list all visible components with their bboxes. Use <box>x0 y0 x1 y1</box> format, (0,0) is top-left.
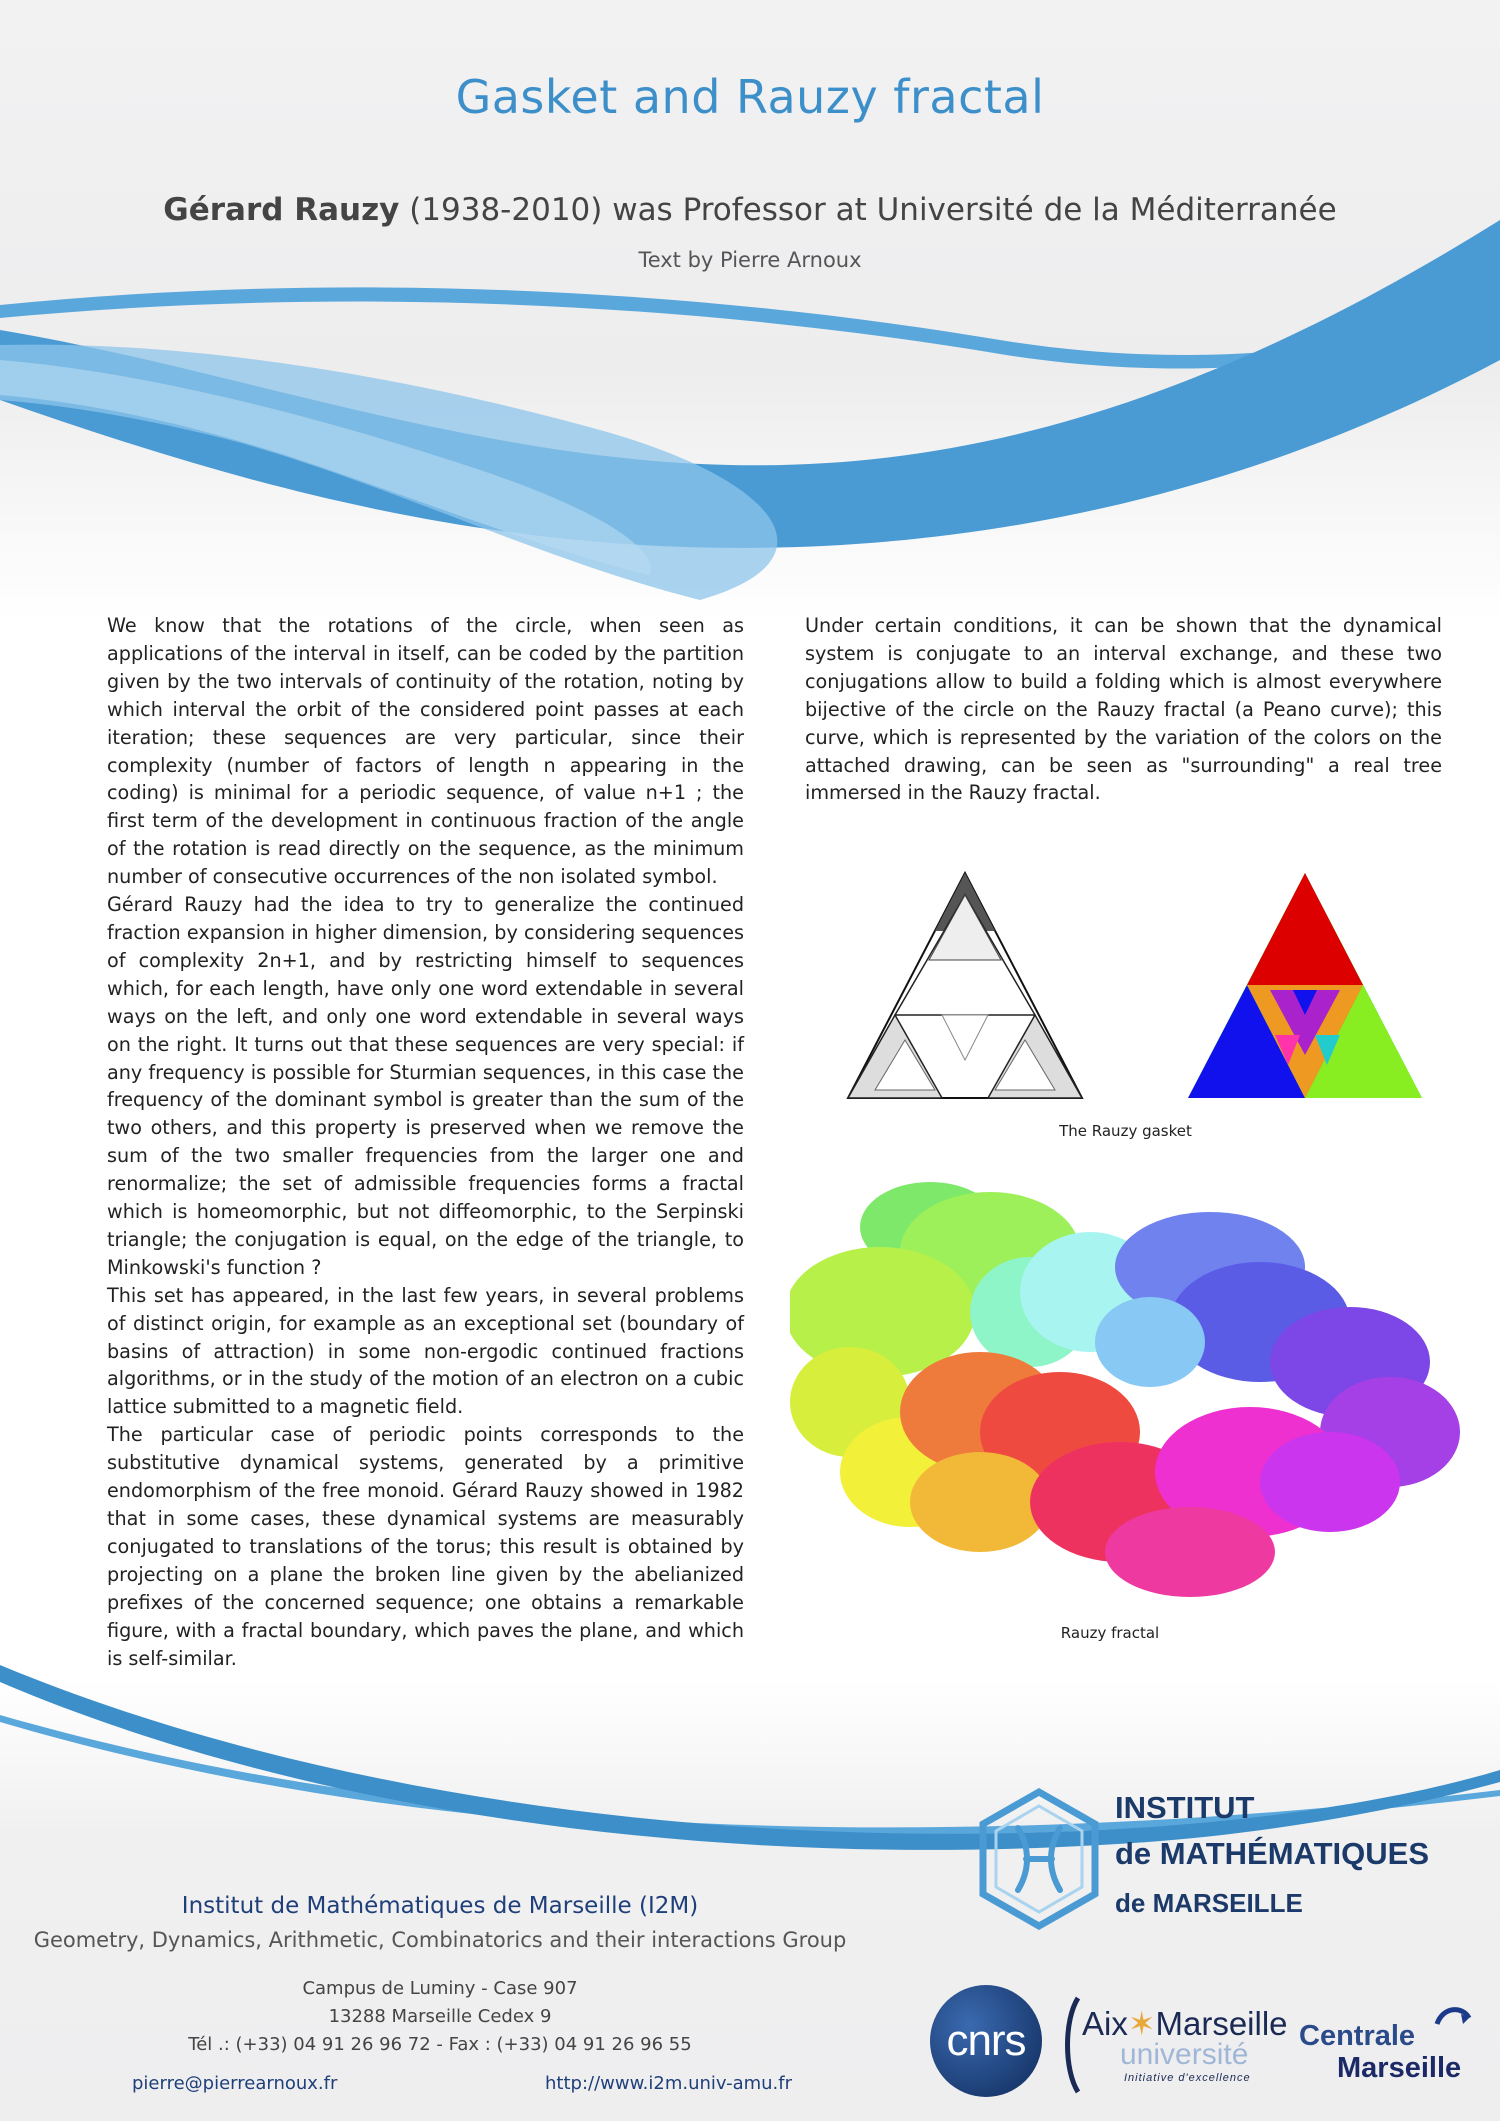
gasket-caption: The Rauzy gasket <box>998 1118 1253 1144</box>
centrale-logo <box>1295 2000 1475 2090</box>
star-icon: ✶ <box>1127 2005 1156 2042</box>
page-title: Gasket and Rauzy fractal <box>455 70 1045 124</box>
footer-address-1: Campus de Luminy - Case 907 <box>302 1978 578 1999</box>
amu-logo-marseille: Marseille <box>1155 2005 1288 2042</box>
i2m-logo-icon <box>978 1788 1100 1930</box>
left-column <box>107 612 744 1672</box>
paragraph: Gérard Rauzy had the idea to try to generalize the continued fraction expansion in higher dimension, by considering sequences of complexity 2n+1, and by restricting himself to sequences which, for each length, have only one word extendable in several ways on the left, and only one word extendable in several ways on the right. It turns out that these sequences are very special: if any frequency is possible for Sturmian sequences, in this case the frequency of the dominant symbol is greater than the sum of the two others, and this property is preserved when we remove the sum of the two smaller frequencies from the larger one and renormalize; the set of admissible frequencies forms a fractal which is homeomorphic, but not diffeomorphic, to the Serpinski triangle; the conjugation is equal, on the edge of the triangle, to Minkowski's function ? <box>107 893 744 1279</box>
wave-bottom-main <box>0 1665 1500 1850</box>
subtitle-rest: (1938-2010) was Professor at Université de la Méditerranée <box>399 192 1337 228</box>
paragraph: This set has appeared, in the last few years, in several problems of distinct origin, for example as an exceptional set (boundary of basins of attraction) in some non-ergodic continued fractions algorithms, or in the study of the motion of an electron on a cubic lattice submitted to a magnetic field. <box>107 1283 744 1419</box>
amu-logo <box>1060 1990 1288 2100</box>
cnrs-logo: cnrs <box>930 1985 1042 2097</box>
i2m-logo-line1: INSTITUT <box>1115 1790 1255 1825</box>
centrale-emblem-icon <box>1433 2000 1473 2034</box>
footer-group: Geometry, Dynamics, Arithmetic, Combinatorics and their interactions Group <box>33 1928 847 1952</box>
byline: Text by Pierre Arnoux <box>638 248 862 272</box>
centrale-logo-line1: Centrale <box>1299 2020 1416 2052</box>
amu-logo-line3: Initiative d'excellence <box>1124 2072 1251 2084</box>
amu-logo-aix: Aix <box>1082 2005 1128 2042</box>
footer-email-link[interactable]: pierre@pierrearnoux.fr <box>132 2073 338 2094</box>
rauzy-fractal-figure <box>790 1172 1470 1612</box>
rauzy-gasket-figure <box>835 865 1445 1150</box>
centrale-logo-line2: Marseille <box>1337 2052 1462 2084</box>
fractal-caption: Rauzy fractal <box>1050 1620 1170 1646</box>
footer-website-link[interactable]: http://www.i2m.univ-amu.fr <box>545 2073 792 2094</box>
footer-address-2: 13288 Marseille Cedex 9 <box>328 2006 552 2027</box>
subtitle-name: Gérard Rauzy <box>163 192 400 228</box>
paragraph: Under certain conditions, it can be shown that the dynamical system is conjugate to an interval exchange, and these two conjugations allow to build a folding which is almost everywhere bijective of the circle on the Rauzy fractal (a Peano curve); this curve, which is represented by the variation of the colors on the attached drawing, can be seen as "surrounding" a real tree immersed in the Rauzy fractal. <box>805 614 1442 805</box>
i2m-logo-line3: de MARSEILLE <box>1115 1888 1303 1918</box>
paragraph: We know that the rotations of the circle, when seen as applications of the interval in itself, can be coded by the partition given by the two intervals of continuity of the rotation, noting by which interval the orbit of the considered point passes at each iteration; these sequences are very particular, since their complexity (number of factors of length n appearing in the coding) is minimal for a periodic sequence, of value n+1 ; the first term of the development in continuous fraction of the angle of the rotation is read directly on the sequence, as the minimum number of consecutive occurrences of the non isolated symbol. <box>107 614 744 889</box>
right-column <box>805 612 1442 807</box>
page-subtitle <box>0 192 1500 228</box>
i2m-logo-line2: de MATHÉMATIQUES <box>1115 1836 1430 1871</box>
footer-phone: Tél .: (+33) 04 91 26 96 72 - Fax : (+33) 04 91 26 96 55 <box>188 2034 692 2055</box>
paragraph: The particular case of periodic points corresponds to the substitutive dynamical systems, generated by a primitive endomorphism of the free monoid. Gérard Rauzy showed in 1982 that in some cases, these dynamical systems are measurably conjugated to translations of the torus; this result is obtained by projecting on a plane the broken line given by the abelianized prefixes of the concerned sequence; one obtains a remarkable figure, with a fractal boundary, which paves the plane, and which is self-similar. <box>107 1423 744 1670</box>
amu-logo-line2: université <box>1120 2038 1249 2071</box>
footer-institute: Institut de Mathématiques de Marseille (I2M) <box>181 1893 699 1919</box>
